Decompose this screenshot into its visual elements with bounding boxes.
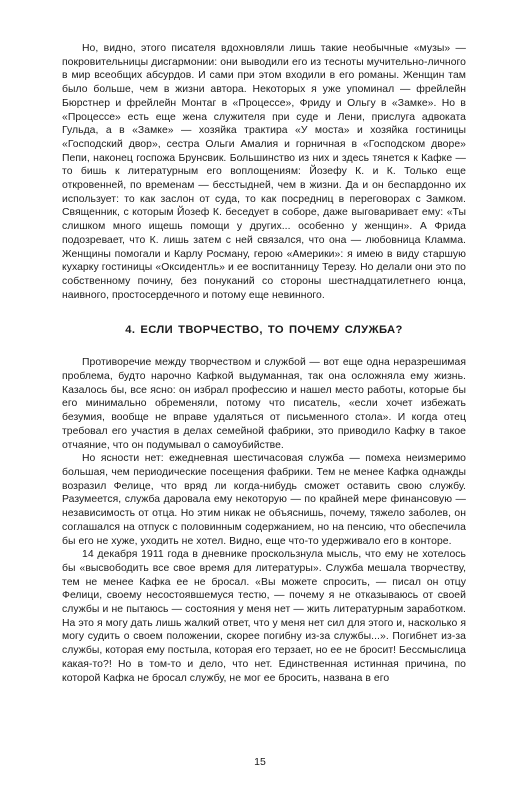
paragraph: Но, видно, этого писателя вдохновляли лишь такие необычные «музы» — покровительницы дисгармонии: они выводили его из тесноты мучительно-личного в мир всеобщих абсурдов. И сами при этом входили в его романы. Женщин там было больше, чем в жизни автора. Некоторых я уже упоминал — фрейлейн Бюрстнер и фрейлейн Монтаг в «Процессе», Фриду и Ольгу в «Замке». Но в «Процессе» есть еще жена служителя при суде и Лени, прислуга адвоката Гульда, а в «Замке» — хозяйка трактира «У моста» и хозяйка гостиницы «Господский двор», сестра Ольги Амалия и горничная в «Господском дворе» Пепи, наконец госпожа Брунсвик. Большинство из них и здесь тянется к Кафке — то бишь к литературным его воплощениям: Йозефу К. и К. Только еще откровенней, по временам — бесстыдней, чем в жизни. Да и он беспардонно их использует: то как заслон от суда, то как посредниц в переговорах с Замком. Священник, с которым Йозеф К. беседует в соборе, даже выговаривает ему: «Ты слишком много ищешь помощи у других... особенно у женщин». А Фрида подозревает, что К. лишь затем с ней связался, что она — любовница Кламма. Женщины помогали и Карлу Росману, герою «Америки»: я имею в виду старшую кухарку гостиницы «Оксидентль» и ее воспитанницу Терезу. Но делали они это по собственному почину, без понуканий со стороны шестнадцатилетнего юнца, наивного, простосердечного и потому еще невинного. <box>62 43 466 301</box>
page-content <box>62 42 466 685</box>
paragraph: Но ясности нет: ежедневная шестичасовая служба — помеха неизмеримо большая, чем периодические посещения фабрики. Тем не менее Кафка однажды возразил Фелице, что вряд ли когда-нибудь сможет оставить свою службу. Разумеется, служба даровала ему некоторую — по крайней мере финансовую — независимость от отца. Но этим никак не объяснишь, почему, тяжело заболев, он соглашался на отпуск с половинным содержанием, но на пенсию, что обеспечила бы его не хуже, уходить не хотел. Видно, еще что-то удерживало его в конторе. <box>62 453 466 547</box>
section-1 <box>62 42 466 302</box>
page-number: 15 <box>254 756 266 768</box>
paragraph: 14 декабря 1911 года в дневнике проскользнула мысль, что ему не хотелось бы «высвободить все свое время для литературы». Служба мешала творчеству, тем не менее Кафка ее не бросал. «Вы можете спросить, — писал он отцу Фелици, своему несостоявшемуся тестю, — почему я не отказываюсь от своей службы и не пытаюсь — состояния у меня нет — жить литературным заработком. На это я могу дать лишь жалкий ответ, что у меня нет сил для этого и, насколько я могу судить о своем положении, скорее погибну из-за службы...». Погибнет из-за службы, которая ему постыла, которая его терзает, но ее не бросит! Бессмыслица какая-то?! Но в том-то и дело, что нет. Единственная истинная причина, по которой Кафка не бросал службу, не мог ее бросить, названа в его <box>62 549 466 684</box>
section-2 <box>62 356 466 685</box>
paragraph: Противоречие между творчеством и службой — вот еще одна неразрешимая проблема, будто нарочно Кафкой выдуманная, так она осложняла ему жизнь. Казалось бы, все ясно: он избрал профессию и нашел место работы, которые бы его минимально обременяли, потому что писатель, «если хочет избежать безумия, вообще не вправе удаляться от письменного стола». И когда отец требовал его участия в делах семейной фабрики, это приводило Кафку в такое отчаяние, что он подумывал о самоубийстве. <box>62 357 466 451</box>
section-heading: 4. ЕСЛИ ТВОРЧЕСТВО, ТО ПОЧЕМУ СЛУЖБА? <box>125 324 403 337</box>
